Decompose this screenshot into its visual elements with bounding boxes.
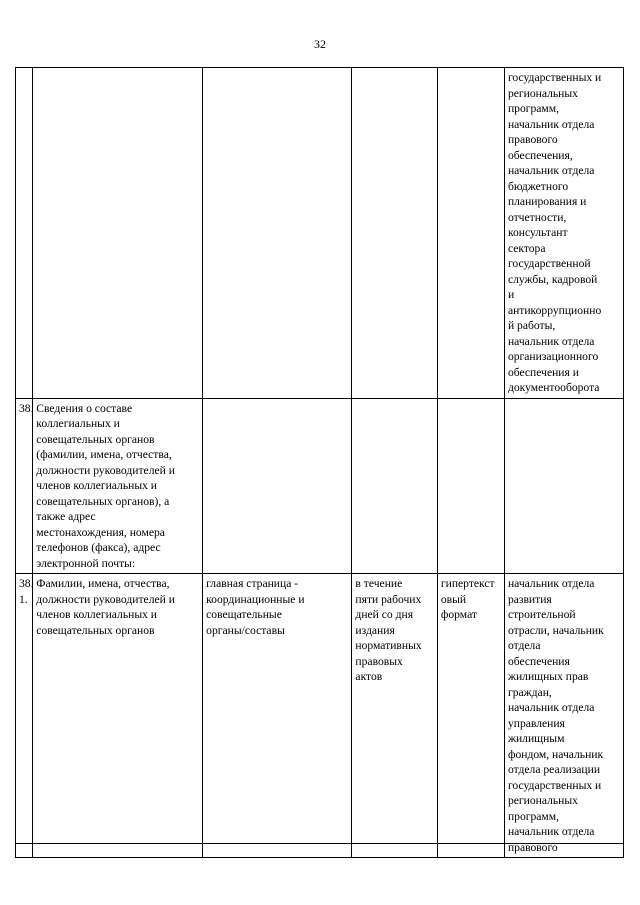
site-section-cell: главная страница - координационные и совещательные органы/составы <box>203 574 352 858</box>
row-number-cell: 38. <box>16 398 33 574</box>
site-section-cell <box>203 398 352 574</box>
format-cell <box>437 68 504 399</box>
item-name-cell <box>33 68 203 399</box>
row-number-cell <box>16 68 33 399</box>
update-term-cell <box>352 68 437 399</box>
format-cell <box>437 398 504 574</box>
page-number: 32 <box>314 37 326 51</box>
row-number-cell: 38. 1. <box>16 574 33 858</box>
requirements-table <box>15 67 624 858</box>
page-bottom-rule <box>15 843 624 844</box>
item-name-cell: Сведения о составе коллегиальных и совещательных органов (фамилии, имена, отчества, должности руководителей и членов коллегиальных и совещательных органов), а также адрес местонахождения, номера телефонов (факса), адрес электронной почты: <box>33 398 203 574</box>
responsible-cell: начальник отдела развития строительной отрасли, начальник отдела обеспечения жилищных прав граждан, начальник отдела управления жилищным фондом, начальник отдела реализации государственных и региональных программ, начальник отдела правового <box>504 574 623 858</box>
responsible-cell: государственных и региональных программ, начальник отдела правового обеспечения, начальник отдела бюджетного планирования и отчетности, консультант сектора государственной службы, кадровой и антикоррупционно й работы, начальник отдела организационного обеспечения и документооборота <box>504 68 623 399</box>
responsible-cell <box>504 398 623 574</box>
item-name-cell: Фамилии, имена, отчества, должности руководителей и членов коллегиальных и совещательных органов <box>33 574 203 858</box>
format-cell: гипертекст овый формат <box>437 574 504 858</box>
update-term-cell <box>352 398 437 574</box>
table-row <box>16 398 624 574</box>
update-term-cell: в течение пяти рабочих дней со дня издания нормативных правовых актов <box>352 574 437 858</box>
site-section-cell <box>203 68 352 399</box>
table-row <box>16 68 624 399</box>
table-row <box>16 574 624 858</box>
